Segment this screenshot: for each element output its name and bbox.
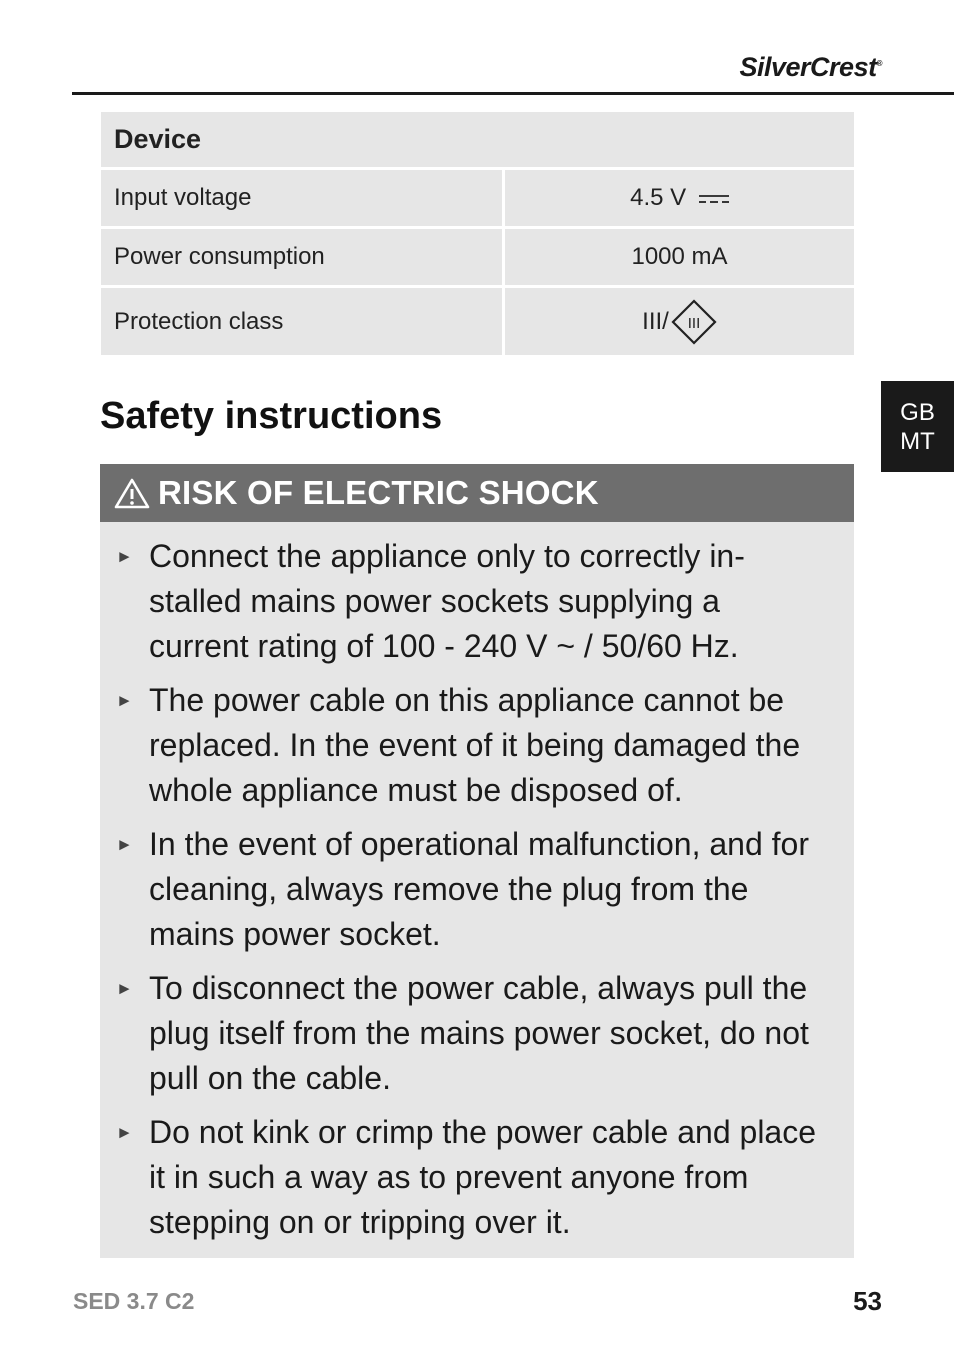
protection-symbol-text: III [687, 314, 701, 332]
warning-triangle-icon [114, 477, 150, 509]
warning-title: RISK OF ELECTRIC SHOCK [158, 474, 599, 511]
spec-label: Power consumption [101, 229, 502, 288]
spec-table-heading: Device [101, 112, 854, 170]
bullet-arrow-icon: ► [116, 691, 133, 710]
list-item-text: Connect the appliance only to correctly in-stalled mains power sockets supplying a current rating of 100 - 240 V ~ / 50/60 Hz. [149, 538, 745, 664]
list-item [100, 678, 854, 813]
brand-name: SilverCrest [739, 52, 877, 82]
language-tab [881, 381, 954, 472]
list-item-text: To disconnect the power cable, always pull the plug itself from the mains power socket, do not pull on the cable. [149, 970, 809, 1096]
warning-box [100, 464, 854, 1258]
spec-label: Protection class [101, 288, 502, 355]
list-item [100, 534, 854, 669]
section-title: Safety instructions [100, 395, 443, 437]
language-code-gb: GB [900, 398, 935, 426]
spec-row-input-voltage [101, 170, 854, 229]
list-item [100, 822, 854, 957]
spec-value-cell [502, 288, 854, 355]
safety-bullet-list [100, 522, 854, 1245]
bullet-arrow-icon: ► [116, 979, 133, 998]
list-item [100, 1110, 854, 1245]
dc-current-icon [699, 193, 729, 205]
spec-table-header-row [101, 112, 854, 170]
spec-label: Input voltage [101, 170, 502, 229]
registered-mark: ® [876, 59, 882, 68]
spec-value: III/ [642, 307, 669, 335]
warning-header [100, 464, 854, 522]
list-item [100, 966, 854, 1101]
brand-logo [740, 52, 883, 83]
page-number: 53 [853, 1286, 882, 1316]
header-rule [72, 92, 954, 95]
footer-model-number: SED 3.7 C2 [73, 1288, 195, 1314]
bullet-arrow-icon: ► [116, 835, 133, 854]
protection-class-iii-icon [671, 299, 717, 345]
language-code-mt: MT [900, 427, 935, 455]
spec-value: 1000 mA [502, 229, 854, 288]
list-item-text: The power cable on this appliance cannot be replaced. In the event of it being damaged the whole appliance must be disposed of. [149, 682, 801, 808]
bullet-arrow-icon: ► [116, 1123, 133, 1142]
bullet-arrow-icon: ► [116, 547, 133, 566]
spec-row-protection-class [101, 288, 854, 355]
device-spec-table [101, 112, 854, 355]
list-item-text: Do not kink or crimp the power cable and place it in such a way as to prevent anyone from stepping on or tripping over it. [149, 1114, 817, 1240]
spec-value: 4.5 V [630, 184, 687, 211]
spec-row-power-consumption [101, 229, 854, 288]
spec-value-cell [502, 170, 854, 229]
list-item-text: In the event of operational malfunction, and for cleaning, always remove the plug from the mains power socket. [149, 826, 809, 952]
